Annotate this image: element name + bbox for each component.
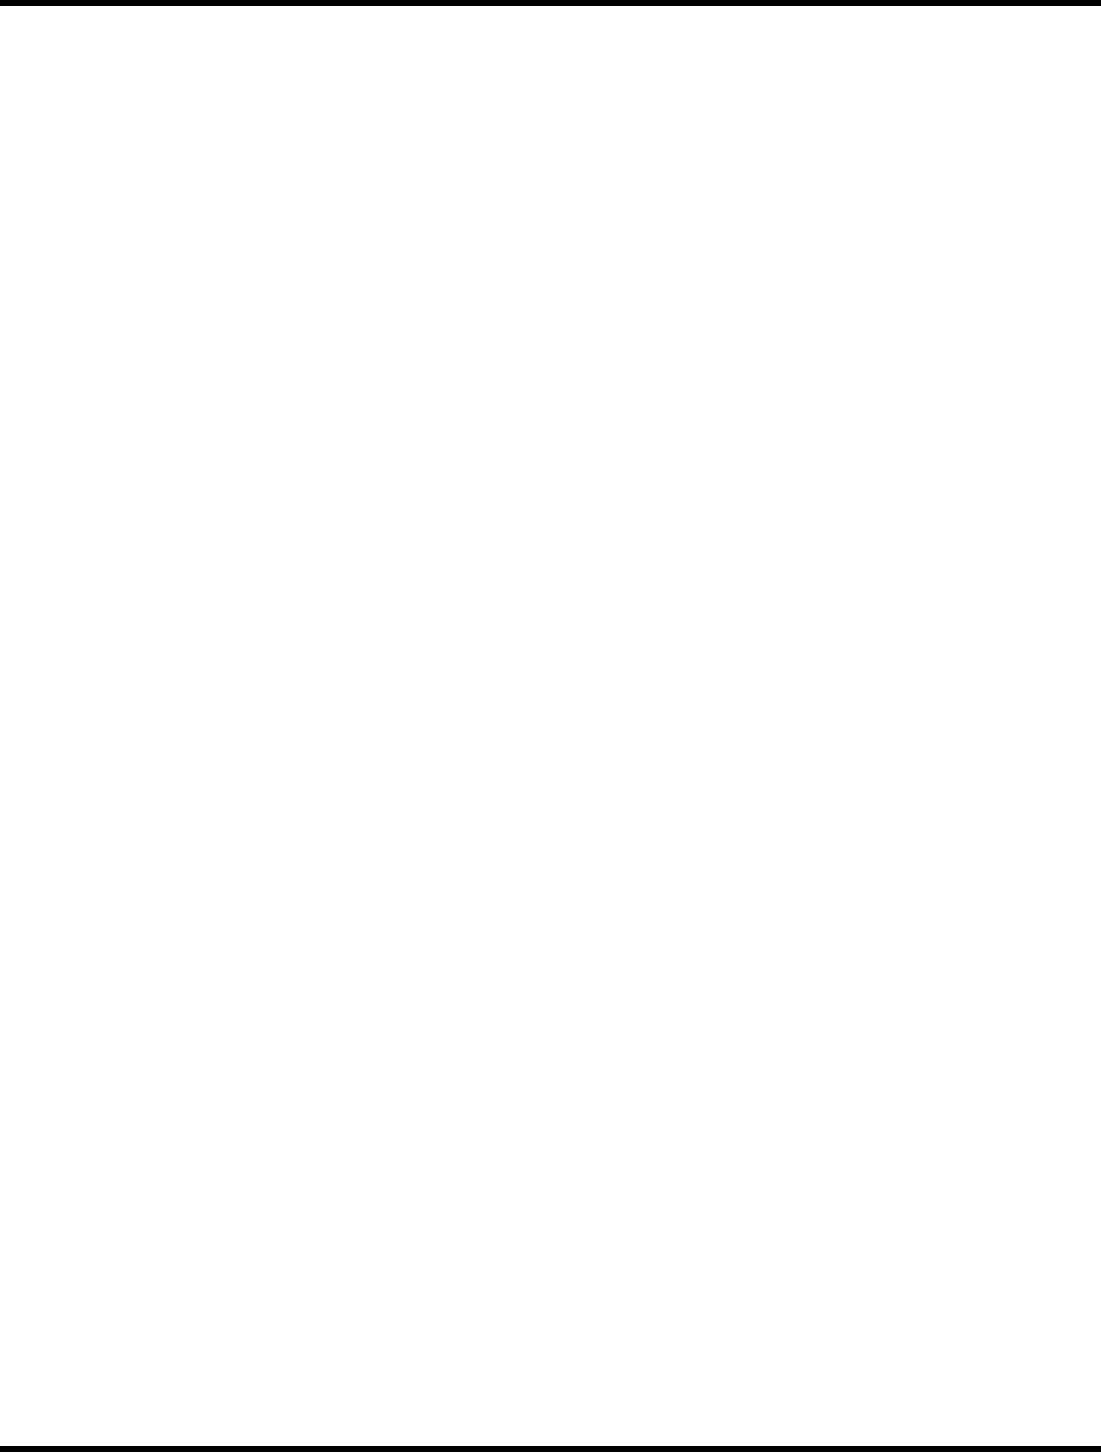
bottom-rule — [0, 1446, 1101, 1452]
